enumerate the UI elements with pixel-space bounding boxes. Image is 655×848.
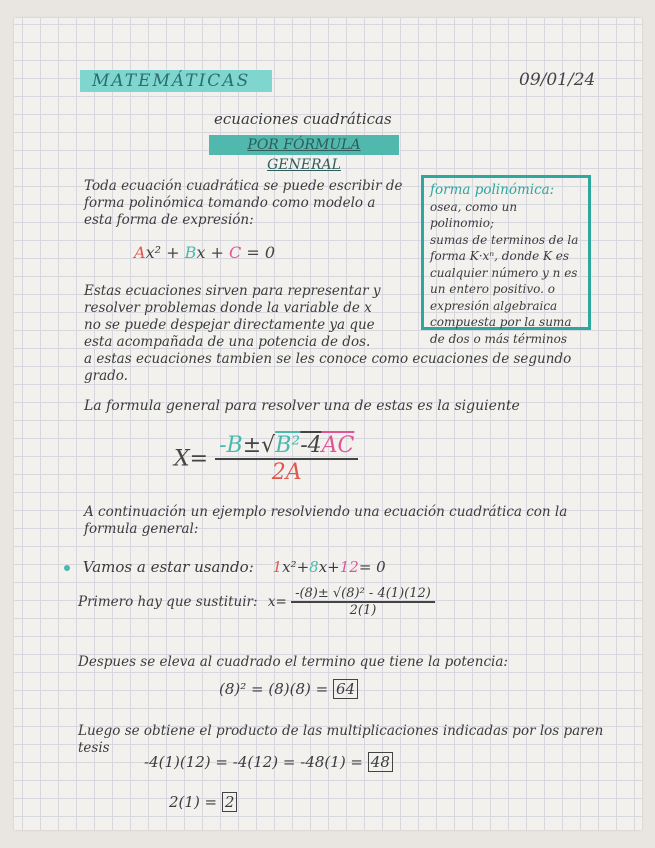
step1-fraction xyxy=(291,586,435,618)
step1-denominator: 2(1) xyxy=(349,603,377,618)
x-squared: x² xyxy=(145,243,161,262)
step3-label: Luego se obtiene el producto de las multiplicaciones indicadas por los paren xyxy=(78,723,604,739)
step2-expression xyxy=(219,680,358,698)
step2-label: Despues se eleva al cuadrado el termino que tiene la potencia: xyxy=(78,654,508,670)
x-term: x xyxy=(196,243,206,262)
step3-text xyxy=(78,723,638,757)
step1-numerator: -(8)± √(8)² - 4(1)(12) xyxy=(291,586,435,603)
plus-minus: ± xyxy=(242,433,262,458)
callout-line: expresión algebraica xyxy=(430,298,558,313)
coef-b: B xyxy=(184,243,197,262)
step3-result2: 2 xyxy=(222,792,238,812)
coef-c: 12 xyxy=(339,558,359,576)
example-intro-line: formula general: xyxy=(84,521,199,537)
callout-line: osea, como un polinomio; xyxy=(430,199,518,230)
step2-expr: (8)² = (8)(8) = xyxy=(219,680,329,698)
quadratic-formula xyxy=(174,433,358,485)
plus-sign: + xyxy=(296,558,310,576)
plus-sign: + xyxy=(166,243,180,262)
coef-b: 8 xyxy=(309,558,319,576)
callout-line: un entero positivo. o xyxy=(430,282,556,296)
uses-text xyxy=(84,283,624,385)
example-equation xyxy=(273,558,386,576)
example-equation-row xyxy=(64,558,386,576)
callout-line: cualquier número y n es xyxy=(430,265,578,280)
date: 09/01/24 xyxy=(519,70,596,90)
general-form-equation xyxy=(134,243,275,262)
example-intro xyxy=(84,504,624,538)
x-squared: x² xyxy=(282,558,297,576)
notebook-page xyxy=(14,18,642,830)
callout-line: de dos o más términos xyxy=(430,331,568,346)
formula-denominator: 2A xyxy=(271,460,302,485)
formula-intro: La formula general para resolver una de estas es la siguiente xyxy=(84,398,520,414)
bullet-icon xyxy=(64,565,70,571)
subject-heading: MATEMÁTICAS xyxy=(80,70,272,92)
example-label: Vamos a estar usando: xyxy=(82,558,254,576)
step3-expr: -4(1)(12) = -4(12) = -48(1) = xyxy=(144,753,364,771)
intro-line: esta forma de expresión: xyxy=(84,212,254,228)
uses-line: a estas ecuaciones tambien se les conoce como ecuaciones de segundo xyxy=(84,351,572,367)
step1-label: Primero hay que sustituir: xyxy=(78,594,258,610)
plus-sign: + xyxy=(210,243,224,262)
formula-minus4: -4 xyxy=(300,433,322,458)
uses-line: no se puede despejar directamente ya que xyxy=(84,317,375,333)
coef-c: C xyxy=(228,243,242,262)
callout-caption: forma polinómica: xyxy=(430,182,555,198)
example-intro-line: A continuación un ejemplo resolviendo una ecuación cuadrática con la xyxy=(84,504,568,520)
page-title: ecuaciones cuadráticas xyxy=(214,110,392,128)
equals-zero: = 0 xyxy=(246,243,275,262)
step1-lhs: x= xyxy=(267,594,287,610)
callout-line: compuesta por la suma xyxy=(430,315,572,329)
uses-line: Estas ecuaciones sirven para representar y xyxy=(84,283,381,299)
step3-label: tesis xyxy=(78,740,110,756)
x-term: x xyxy=(318,558,328,576)
step3-expr2: 2(1) = xyxy=(169,793,218,811)
uses-line: resolver problemas donde la variable de x xyxy=(84,300,372,316)
formula-b-squared: B² xyxy=(275,433,301,458)
page-subtitle: POR FÓRMULA GENERAL xyxy=(209,135,399,155)
callout-line: forma K·xⁿ, donde K es xyxy=(430,249,570,263)
coef-a: A xyxy=(134,243,146,262)
formula-lhs: X= xyxy=(174,446,209,472)
step2-result: 64 xyxy=(333,679,358,699)
equals-zero: = 0 xyxy=(358,558,386,576)
step3-result: 48 xyxy=(368,752,393,772)
plus-sign: + xyxy=(327,558,340,576)
intro-line: forma polinómica tomando como modelo a xyxy=(84,195,376,211)
step3-expression xyxy=(144,753,393,771)
intro-line: Toda ecuación cuadrática se puede escribir de xyxy=(84,178,403,194)
step1-row xyxy=(78,586,435,618)
sqrt-sign: √ xyxy=(261,433,276,458)
coef-a: 1 xyxy=(272,558,283,576)
intro-text xyxy=(84,178,414,229)
formula-numerator xyxy=(215,433,358,460)
step3-denominator-expression xyxy=(169,793,237,811)
formula-ac: $\overline{AC}$ xyxy=(321,433,355,458)
formula-fraction xyxy=(215,433,358,485)
callout-line: sumas de terminos de la xyxy=(430,232,579,247)
uses-line: grado. xyxy=(84,368,128,384)
uses-line: esta acompañada de una potencia de dos. xyxy=(84,334,371,350)
formula-minus-b: -B xyxy=(219,433,243,458)
